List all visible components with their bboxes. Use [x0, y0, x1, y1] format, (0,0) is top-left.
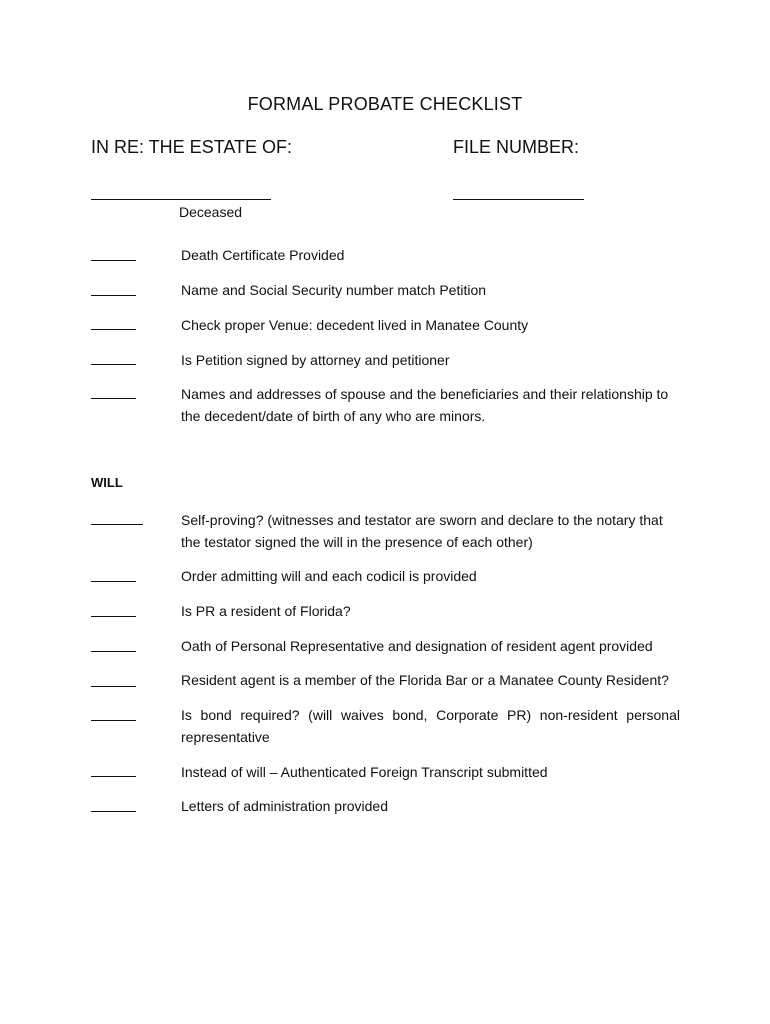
check-blank[interactable] — [91, 651, 136, 652]
estate-label: IN RE: THE ESTATE OF: — [91, 137, 293, 157]
checklist-item-text: Is PR a resident of Florida? — [181, 603, 351, 619]
checklist-item-text: Self-proving? (witnesses and testator are sworn and declare to the notary that the testator signed the will in the presence of each other) — [181, 512, 663, 550]
checklist-item-text: Death Certificate Provided — [181, 247, 345, 263]
checklist-item-text: Names and addresses of spouse and the beneficiaries and their relationship to the decedent/date of birth of any who are minors. — [181, 386, 669, 424]
check-blank[interactable] — [91, 260, 136, 261]
checklist-item-text: Letters of administration provided — [181, 798, 388, 814]
deceased-label: Deceased — [179, 204, 243, 220]
check-blank[interactable] — [91, 581, 136, 582]
checklist-item-text: Check proper Venue: decedent lived in Manatee County — [181, 317, 529, 333]
check-blank[interactable] — [91, 364, 136, 365]
checklist-item-text: Resident agent is a member of the Florida Bar or a Manatee County Resident? — [181, 672, 669, 688]
checklist-item-text: Is bond required? (will waives bond, Corporate PR) non-resident personal representative — [181, 707, 680, 745]
checklist-item-text: Name and Social Security number match Petition — [181, 282, 487, 298]
check-blank[interactable] — [91, 686, 136, 687]
check-blank[interactable] — [91, 329, 136, 330]
file-number-line[interactable] — [453, 199, 584, 200]
checklist-item-text: Oath of Personal Representative and designation of resident agent provided — [181, 638, 653, 654]
check-blank[interactable] — [91, 776, 136, 777]
check-blank[interactable] — [91, 524, 143, 525]
estate-name-line[interactable] — [91, 199, 271, 200]
check-blank[interactable] — [91, 720, 136, 721]
checklist-item-text: Is Petition signed by attorney and petitioner — [181, 352, 450, 368]
check-blank[interactable] — [91, 398, 136, 399]
checklist-item-text: Order admitting will and each codicil is provided — [181, 568, 477, 584]
checklist-item-text: Instead of will – Authenticated Foreign Transcript submitted — [181, 764, 548, 780]
check-blank[interactable] — [91, 616, 136, 617]
document-title: FORMAL PROBATE CHECKLIST — [247, 94, 523, 114]
check-blank[interactable] — [91, 811, 136, 812]
file-number-label: FILE NUMBER: — [453, 137, 580, 157]
will-section-heading: WILL — [91, 475, 123, 490]
check-blank[interactable] — [91, 295, 136, 296]
